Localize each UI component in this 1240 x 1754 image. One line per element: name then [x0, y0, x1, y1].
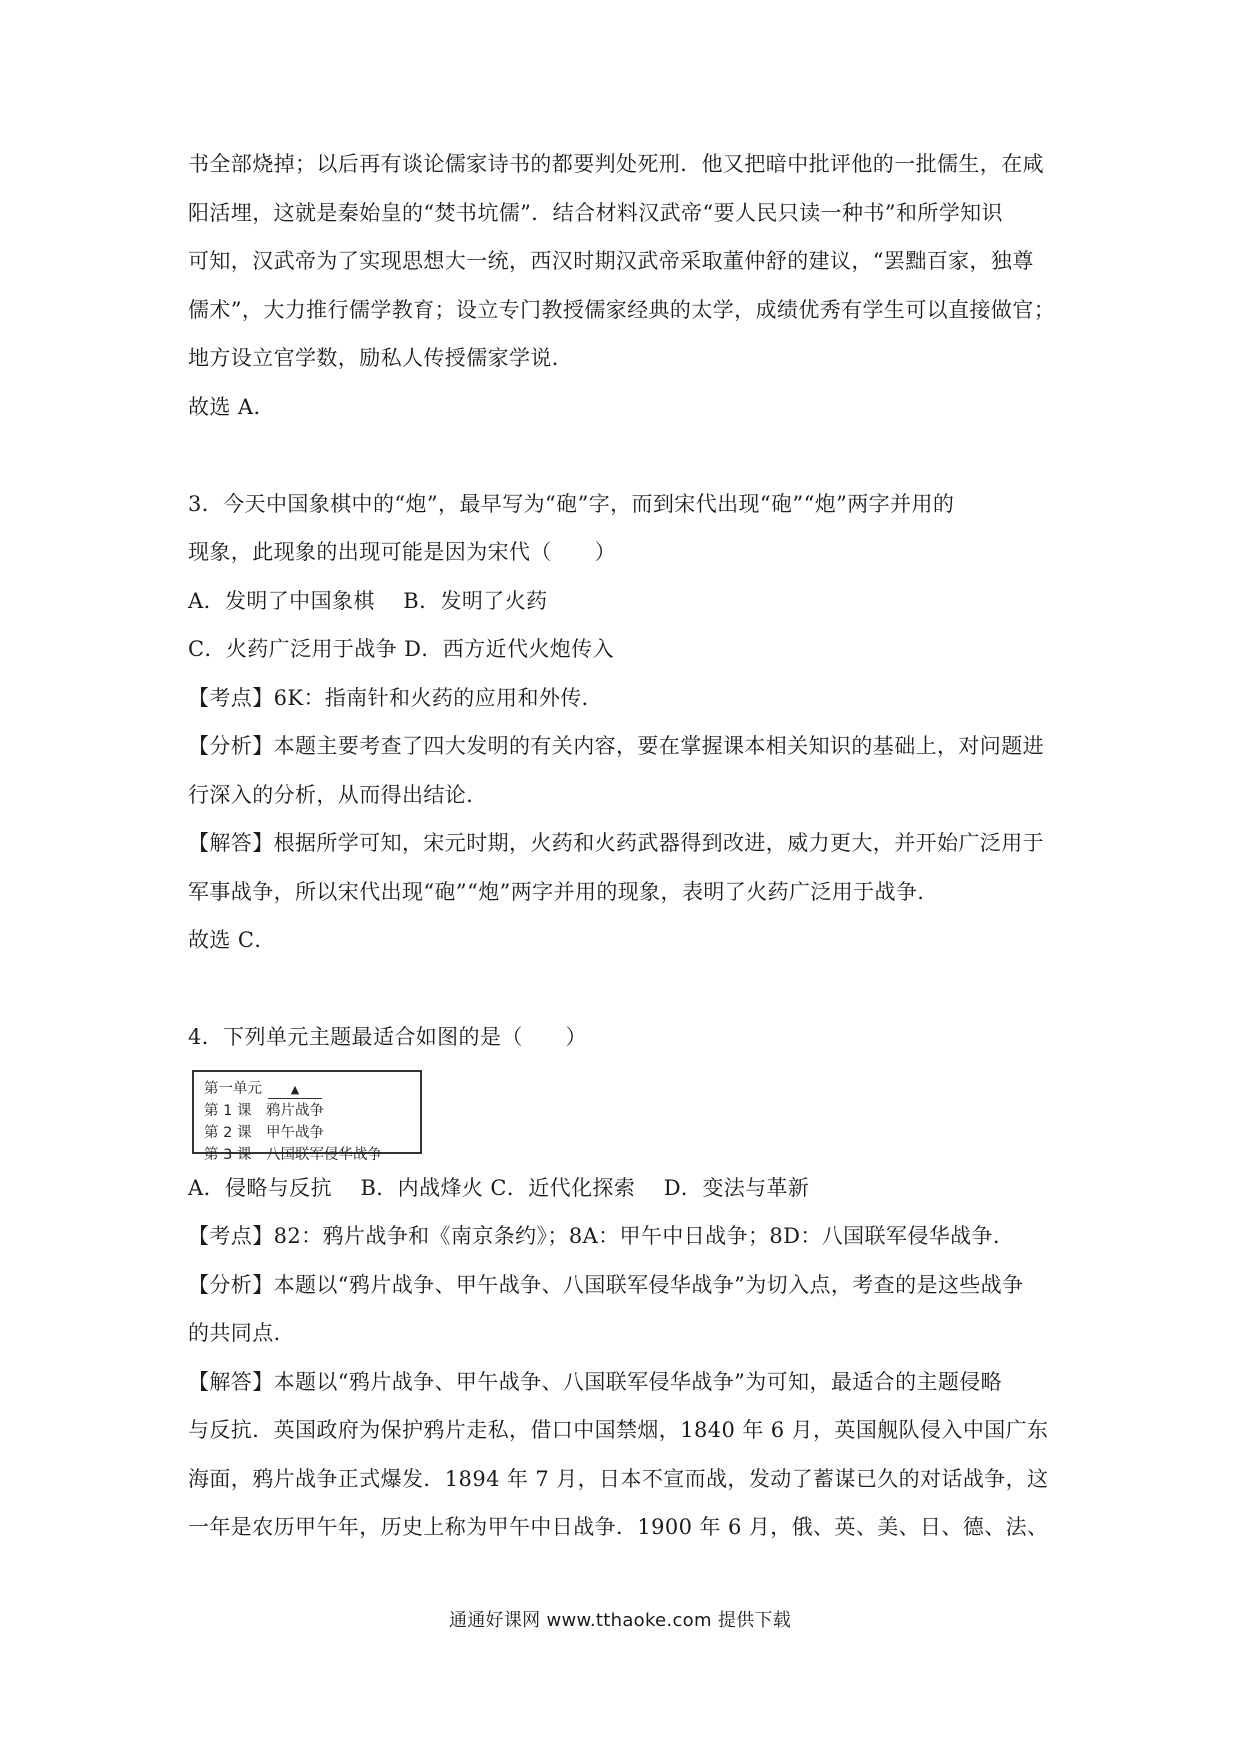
figure-lesson: 第 3 课 八国联军侵华战争: [204, 1146, 382, 1163]
figure-unit-label: 第一单元: [204, 1080, 262, 1097]
text-line: 儒术”，大力推行儒学教育；设立专门教授儒家经典的太学，成绩优秀有学生可以直接做官；: [188, 297, 1056, 322]
solution-line: 军事战争，所以宋代出现“砲”“炮”两字并用的现象，表明了火药广泛用于战争．: [188, 879, 939, 904]
text-line: 可知，汉武帝为了实现思想大一统，西汉时期汉武帝采取董仲舒的建议，“罢黜百家，独尊: [188, 249, 1034, 273]
answer-line: 故选 A．: [188, 394, 275, 419]
analysis-line: 行深入的分析，从而得出结论．: [188, 782, 488, 807]
text-line: 书全部烧掉；以后再有谈论儒家诗书的都要判处死刑．他又把暗中批评他的一批儒生，在咸: [188, 152, 1044, 176]
question-stem: 4．下列单元主题最适合如图的是（ ）: [188, 1025, 587, 1049]
question-options: A．发明了中国象棋 B．发明了火药: [188, 588, 548, 613]
question-3: [188, 480, 1058, 965]
analysis-line: 【分析】本题主要考查了四大发明的有关内容，要在掌握课本相关知识的基础上，对问题进: [188, 734, 1044, 758]
question-4: [188, 1013, 1058, 1552]
page-footer: 通通好课网 www.tthaoke.com 提供下载: [448, 1610, 792, 1631]
kaodian-line: 【考点】82：鸦片战争和《南京条约》；8A：甲午中日战争；8D：八国联军侵华战争．: [188, 1224, 1015, 1248]
text-line: 阳活埋，这就是秦始皇的“焚书坑儒”．结合材料汉武帝“要人民只读一种书”和所学知识: [188, 200, 1003, 225]
question-options: A．侵略与反抗 B．内战烽火 C．近代化探索 D．变法与革新: [188, 1175, 810, 1200]
figure-blank: ▲: [268, 1082, 322, 1099]
solution-line: 【解答】根据所学可知，宋元时期，火药和火药武器得到改进，威力更大，并开始广泛用于: [188, 831, 1044, 855]
question-options: C．火药广泛用于战争 D．西方近代火炮传入: [188, 637, 614, 661]
document-body: [188, 140, 1058, 1552]
figure-unit-row: [204, 1078, 410, 1100]
paragraph-gap: [188, 431, 1058, 480]
figure-lesson: 第 2 课 甲午战争: [204, 1124, 324, 1141]
solution-line: 海面，鸦片战争正式爆发．1894 年 7 月，日本不宣而战，发动了蓄谋已久的对话战争，这: [188, 1466, 1049, 1491]
question-stem: 3．今天中国象棋中的“炮”，最早写为“砲”字，而到宋代出现“砲”“炮”两字并用的: [188, 491, 955, 516]
answer-line: 故选 C．: [188, 928, 276, 952]
kaodian-line: 【考点】6K：指南针和火药的应用和外传．: [188, 685, 604, 710]
question-stem: 现象，此现象的出现可能是因为宋代（ ）: [188, 540, 616, 564]
solution-line: 与反抗．英国政府为保护鸦片走私，借口中国禁烟，1840 年 6 月，英国舰队侵入中国广东: [188, 1418, 1049, 1442]
figure-lesson: 第 1 课 鸦片战争: [204, 1102, 324, 1119]
text-line: 地方设立官学数，励私人传授儒家学说．: [188, 346, 574, 370]
unit-figure: [192, 1070, 422, 1163]
analysis-line: 的共同点．: [188, 1321, 295, 1345]
analysis-line: 【分析】本题以“鸦片战争、甲午战争、八国联军侵华战争”为切入点，考查的是这些战争: [188, 1272, 1024, 1297]
solution-line: 【解答】本题以“鸦片战争、甲午战争、八国联军侵华战争”为可知，最适合的主题侵略: [188, 1369, 1003, 1394]
solution-line: 一年是农历甲午年，历史上称为甲午中日战争．1900 年 6 月，俄、英、美、日、德、法、: [188, 1515, 1049, 1539]
paragraph-gap: [188, 965, 1058, 1014]
